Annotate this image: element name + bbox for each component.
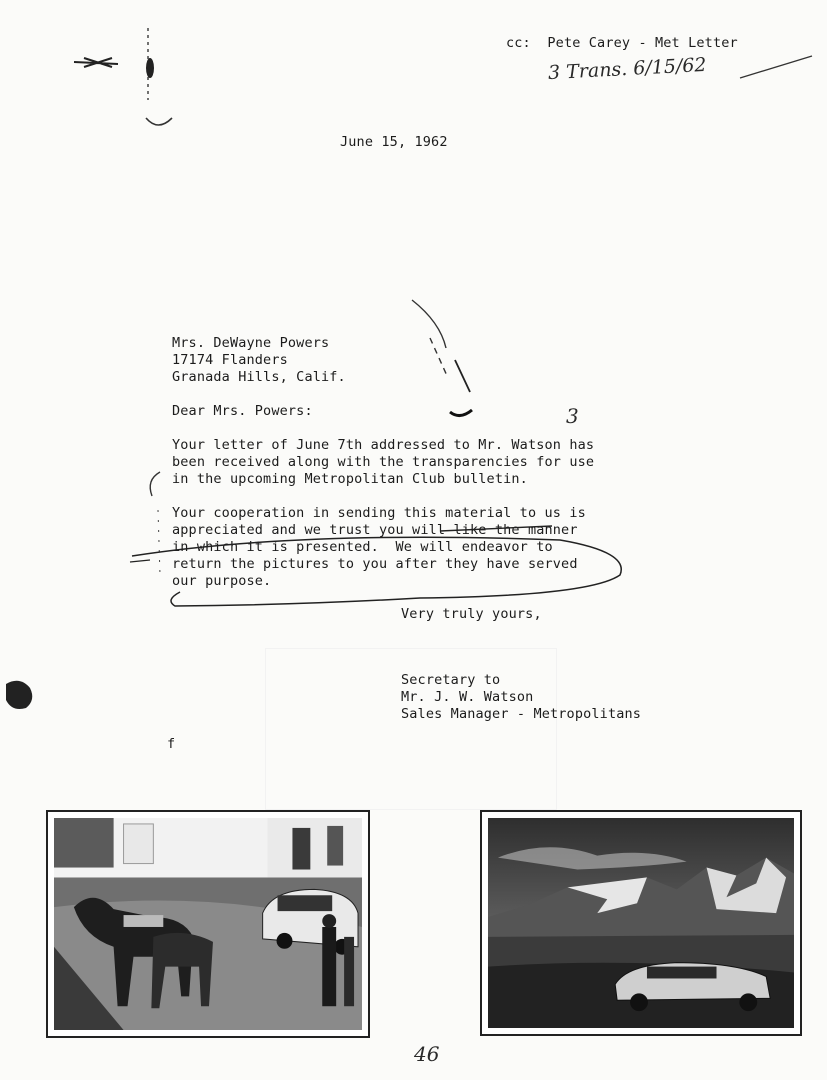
address-line: 17174 Flanders: [172, 352, 288, 368]
signature-line: Secretary to: [401, 672, 501, 688]
body-line: appreciated and we trust you will like the manner: [172, 522, 578, 538]
body-line: our purpose.: [172, 573, 272, 589]
body-line: in the upcoming Metropolitan Club bulletin.: [172, 471, 528, 487]
handwritten-transmittal-note: 3 Trans. 6/15/62: [547, 53, 707, 85]
street-scene-illustration: [54, 818, 362, 1030]
letter-date: June 15, 1962: [340, 134, 448, 150]
address-line: Mrs. DeWayne Powers: [172, 335, 330, 351]
photo-mountain-landscape: [480, 810, 802, 1036]
mountain-scene-illustration: [488, 818, 794, 1028]
signature-line: Mr. J. W. Watson: [401, 689, 534, 705]
body-line: in which it is presented. We will endeavor to: [172, 539, 553, 555]
page-number: 46: [414, 1042, 440, 1066]
closing: Very truly yours,: [401, 606, 542, 622]
body-line: Your cooperation in sending this material to us is: [172, 505, 586, 521]
salutation: Dear Mrs. Powers:: [172, 403, 313, 419]
cc-line: cc: Pete Carey - Met Letter: [506, 35, 738, 51]
address-line: Granada Hills, Calif.: [172, 369, 346, 385]
body-line: return the pictures to you after they have served: [172, 556, 578, 572]
body-line: Your letter of June 7th addressed to Mr. Watson has: [172, 437, 595, 453]
typist-initial: f: [167, 736, 176, 752]
body-line: been received along with the transparencies for use: [172, 454, 595, 470]
signature-line: Sales Manager - Metropolitans: [401, 706, 642, 722]
photo-street-scene: [46, 810, 370, 1038]
margin-number-annotation: 3: [566, 404, 579, 428]
